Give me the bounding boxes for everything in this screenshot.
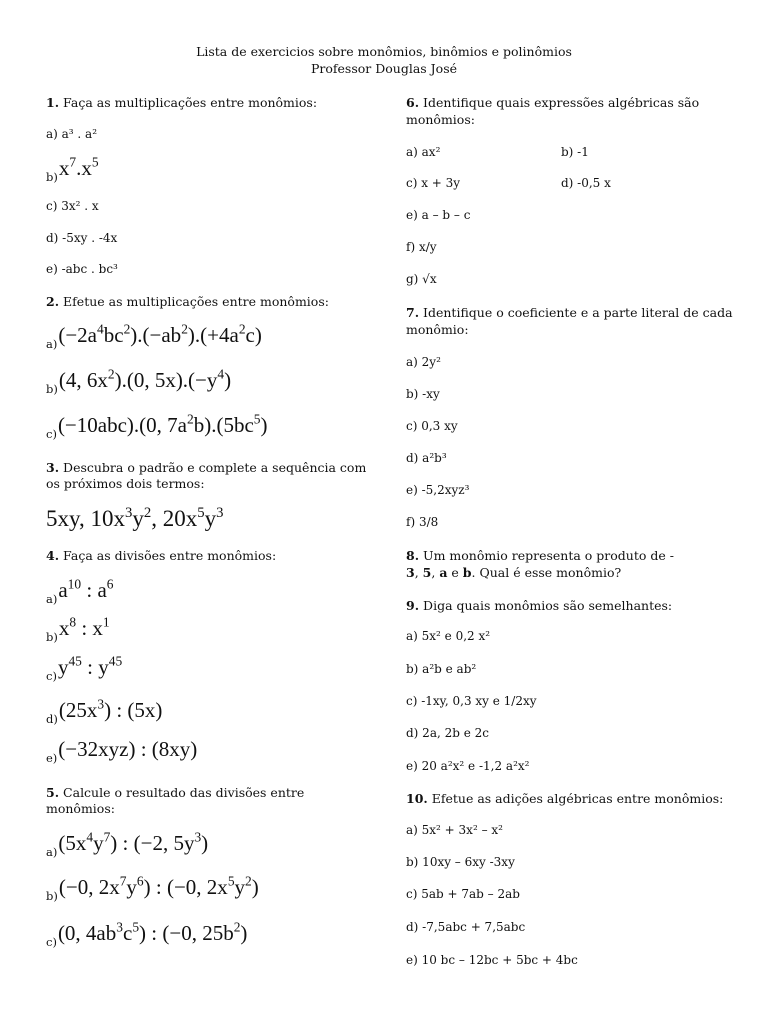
- question-10: [406, 790, 723, 807]
- question-number: 10.: [406, 791, 428, 806]
- q4-item-a: $_{a)}a^{10}$ : $a^6$: [46, 576, 114, 606]
- q9-item-a: a) 5x² e 0,2 x²: [406, 629, 491, 643]
- question-5-line2: monômios:: [46, 801, 115, 816]
- question-5: 5. Calcule o resultado das divisões entre: [46, 785, 305, 800]
- question-3-line2: os próximos dois termos:: [46, 476, 205, 491]
- question-2: [46, 293, 329, 310]
- question-number: 7.: [406, 305, 420, 320]
- question-number: 8.: [406, 548, 420, 563]
- q10-item-e: e) 10 bc – 12bc + 5bc + 4bc: [406, 953, 578, 967]
- item-label: b): [46, 170, 58, 184]
- question-6-line2: monômios:: [406, 112, 475, 127]
- q3-sequence: 5xy, $10x^3y^2$, $20x^5y^3$: [46, 504, 224, 531]
- question-text: Faça as divisões entre monômios:: [63, 548, 277, 563]
- question-number: 2.: [46, 294, 60, 309]
- header: [0, 43, 768, 77]
- q4-item-b: $_{b)}x^8$ : $x^1$: [46, 614, 110, 644]
- question-number: 3.: [46, 460, 60, 475]
- q9-item-d: d) 2a, 2b e 2c: [406, 726, 489, 740]
- question-number: 5.: [46, 785, 60, 800]
- question-text: Efetue as multiplicações entre monômios:: [63, 294, 329, 309]
- q2-item-a: $_{a)}(-2a^4bc^2).(-ab^2).(+4a^2c)$: [46, 321, 262, 351]
- question-text: Faça as multiplicações entre monômios:: [63, 95, 318, 110]
- q7-item-f: f) 3/8: [406, 515, 439, 529]
- q7-item-b: b) -xy: [406, 387, 440, 401]
- question-1: [46, 94, 317, 111]
- question-number: 1.: [46, 95, 60, 110]
- question-text: Efetue as adições algébricas entre monômios:: [431, 791, 724, 806]
- q4-item-e: $_{e)}$(−32xyz) : (8xy): [46, 737, 198, 765]
- q10-item-c: c) 5ab + 7ab – 2ab: [406, 887, 520, 901]
- q7-item-e: e) -5,2xyz³: [406, 483, 470, 497]
- q6-item-c: c) x + 3y d) -0,5 x: [406, 176, 611, 190]
- q7-item-d: d) a²b³: [406, 451, 447, 465]
- q2-item-c: $_{c)}$(−10abc).(0, $7a^2b).(5bc^5)$: [46, 411, 268, 441]
- q6-item-d: d) -0,5 x: [561, 176, 611, 190]
- question-8-line2: 3, 5, a e b. Qual é esse monômio?: [406, 565, 622, 580]
- q1-item-d: d) -5xy . -4x: [46, 231, 118, 245]
- q1-item-a: a) a³ . a²: [46, 127, 98, 141]
- q1-item-c: c) 3x² . x: [46, 199, 99, 213]
- question-6: 6. Identifique quais expressões algébricas são: [406, 95, 700, 110]
- q10-item-d: d) -7,5abc + 7,5abc: [406, 920, 526, 934]
- question-8: 8. Um monômio representa o produto de -: [406, 548, 674, 563]
- q6-item-f: f) x/y: [406, 240, 437, 254]
- question-number: 6.: [406, 95, 420, 110]
- question-3: 3. Descubra o padrão e complete a sequência com: [46, 460, 367, 475]
- question-7: 7. Identifique o coeficiente e a parte literal de cada: [406, 305, 733, 320]
- q10-item-b: b) 10xy – 6xy -3xy: [406, 855, 515, 869]
- q1-item-e: e) -abc . bc³: [46, 262, 118, 276]
- q6-item-a: a) ax² b) -1: [406, 145, 589, 159]
- question-number: 4.: [46, 548, 60, 563]
- q6-item-g: g) √x: [406, 272, 437, 286]
- q6-item-b: b) -1: [561, 145, 589, 159]
- q4-item-d: $_{d)}(25x^3)$ : (5x): [46, 696, 163, 726]
- question-9: [406, 597, 672, 614]
- q6-item-e: e) a – b – c: [406, 208, 471, 222]
- q9-item-b: b) a²b e ab²: [406, 662, 477, 676]
- q4-item-c: $_{c)}y^{45}$ : $y^{45}$: [46, 653, 123, 683]
- professor-name: Professor Douglas José: [310, 61, 458, 76]
- q7-item-a: a) 2y²: [406, 355, 441, 369]
- q2-item-b: $_{b)}$(4, $6x^2).(0$, $5x).(-y^4)$: [46, 366, 232, 396]
- q1-item-b: $_{b)}x^7.x^5$: [46, 154, 99, 184]
- q5-item-b: $_{b)}$(−0, $2x^7y^6$) : (−0, $2x^5y^2$): [46, 873, 259, 903]
- q10-item-a: a) 5x² + 3x² – x²: [406, 823, 503, 837]
- q9-item-e: e) 20 a²x² e -1,2 a²x²: [406, 759, 530, 773]
- question-4: [46, 547, 276, 564]
- q9-item-c: c) -1xy, 0,3 xy e 1/2xy: [406, 694, 537, 708]
- document-title: Lista de exercicios sobre monômios, binômios e polinômios: [196, 44, 572, 59]
- q7-item-c: c) 0,3 xy: [406, 419, 458, 433]
- q5-item-c: $_{c)}$(0, $4ab^3c^5$) : (−0, $25b^2$): [46, 919, 248, 949]
- question-number: 9.: [406, 598, 420, 613]
- question-text: Diga quais monômios são semelhantes:: [423, 598, 673, 613]
- q5-item-a: $_{a)}(5x^4y^7)$ : (−2, $5y^3$): [46, 829, 209, 859]
- question-7-line2: monômio:: [406, 322, 469, 337]
